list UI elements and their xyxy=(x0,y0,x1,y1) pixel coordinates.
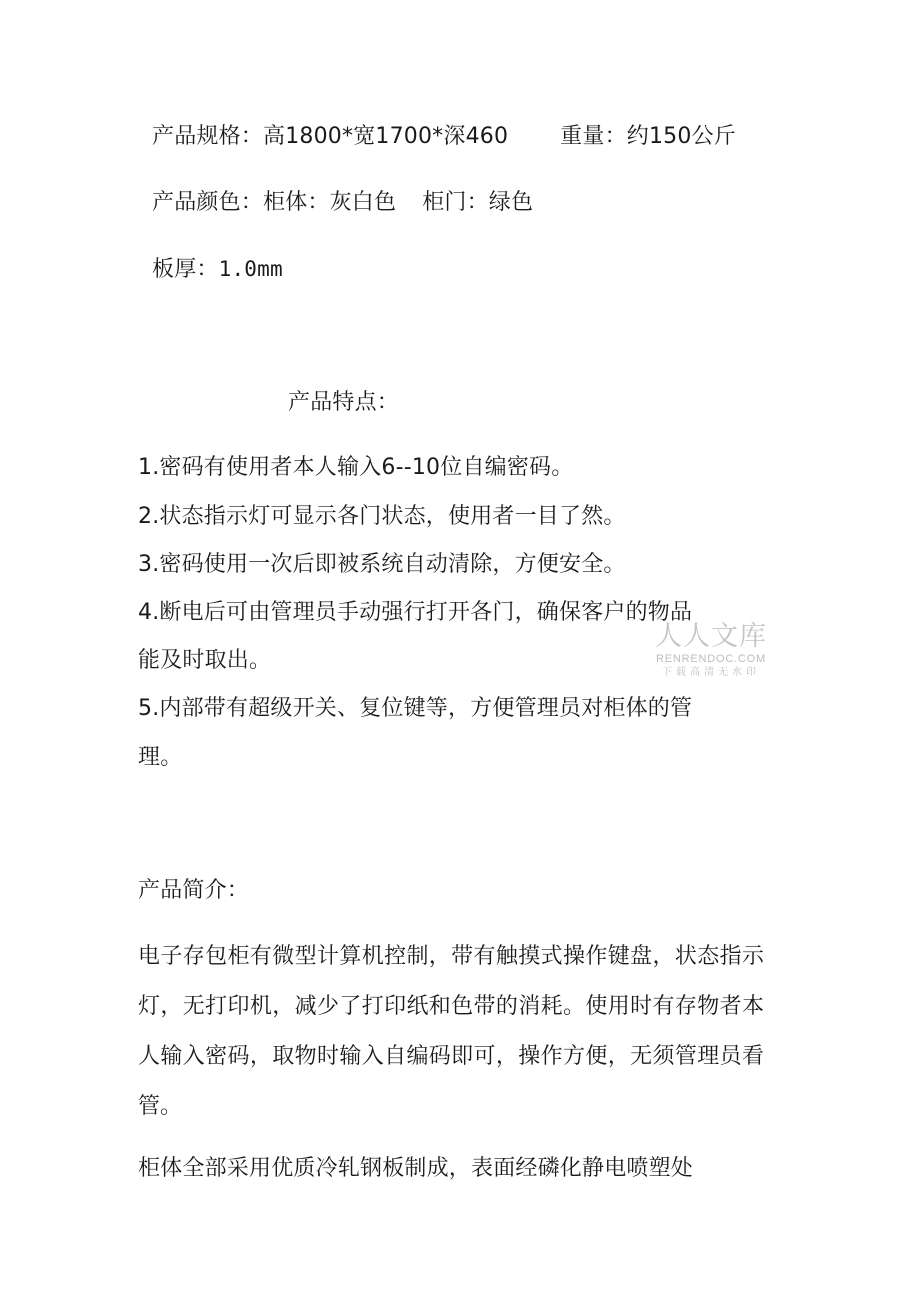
features-heading: 产品特点： xyxy=(288,390,400,415)
spec-thickness-label: 板厚： xyxy=(152,257,219,282)
spec-door-color: 柜门：绿色 xyxy=(422,190,534,215)
feature-item: 2.状态指示灯可显示各门状态，使用者一目了然。 xyxy=(138,504,626,529)
intro-paragraph-2: 柜体全部采用优质冷轧钢板制成，表面经磷化静电喷塑处 xyxy=(138,1156,694,1181)
feature-item: 1.密码有使用者本人输入6--10位自编密码。 xyxy=(138,455,574,480)
intro-heading: 产品简介： xyxy=(138,878,250,903)
watermark xyxy=(646,622,776,680)
feature-item: 5.内部带有超级开关、复位键等，方便管理员对柜体的管 xyxy=(138,696,693,721)
spec-thickness-line xyxy=(152,254,283,285)
intro-paragraph: 电子存包柜有微型计算机控制，带有触摸式操作键盘，状态指示灯，无打印机，减少了打印纸和色带的消耗。使用时有存物者本人输入密码，取物时输入自编码即可，操作方便，无须管理员看管。 xyxy=(138,944,764,1119)
feature-item-continued: 能及时取出。 xyxy=(138,648,272,673)
watermark-subtitle: 下载高清无水印 xyxy=(662,667,760,678)
watermark-url: RENRENDOC.COM xyxy=(655,653,766,665)
feature-item: 4.断电后可由管理员手动强行打开各门，确保客户的物品 xyxy=(138,600,693,625)
spec-body-color: 产品颜色：柜体：灰白色 xyxy=(152,190,397,215)
watermark-title: 人人文库 xyxy=(655,621,767,652)
spec-weight: 重量：约150公斤 xyxy=(560,124,736,149)
spec-thickness-value: 1.0mm xyxy=(218,257,283,281)
spec-size: 产品规格：高1800*宽1700*深460 xyxy=(152,124,509,149)
feature-item: 3.密码使用一次后即被系统自动清除，方便安全。 xyxy=(138,552,626,577)
spec-size-weight-line xyxy=(152,122,736,152)
spec-color-line xyxy=(152,188,533,218)
feature-item-continued: 理。 xyxy=(138,745,183,770)
